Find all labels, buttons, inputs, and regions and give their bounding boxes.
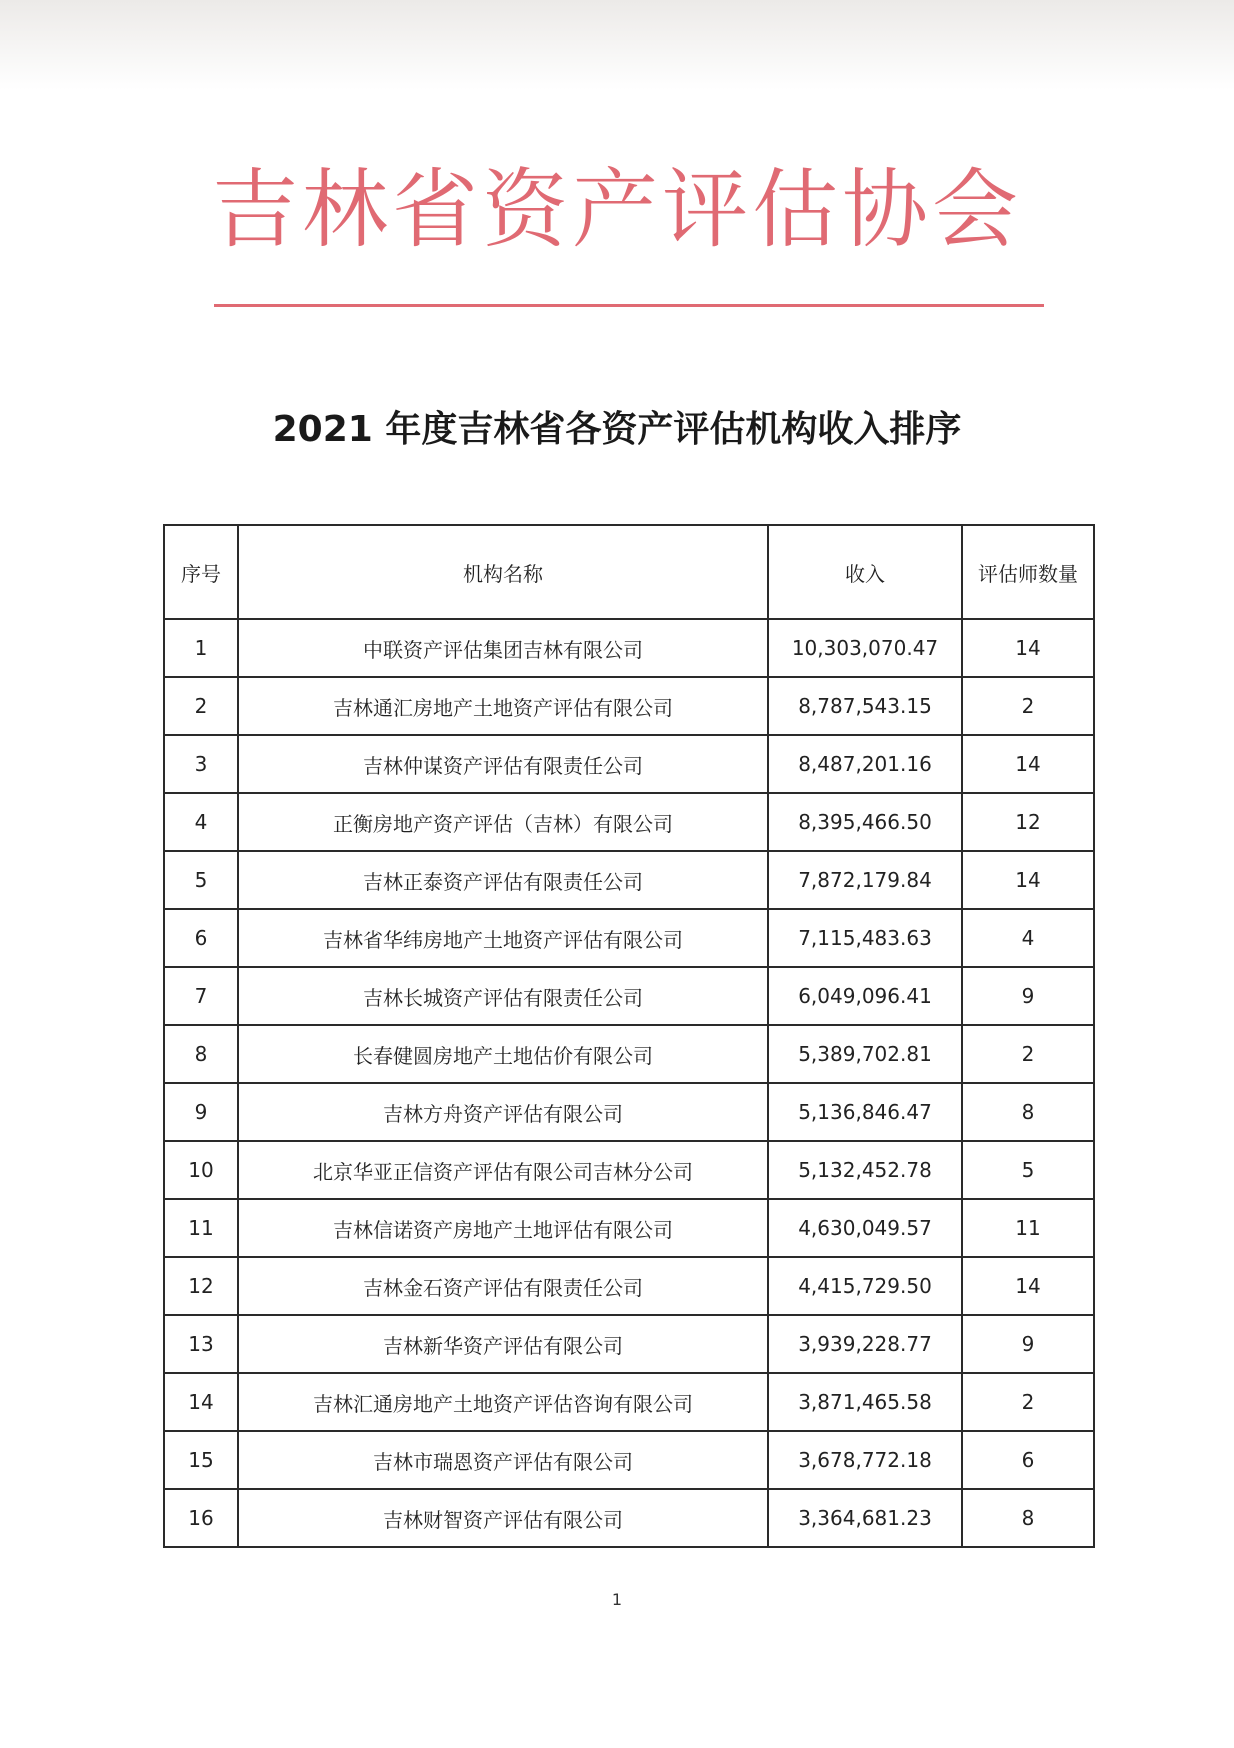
letterhead-title: 吉林省资产评估协会 (212, 160, 1022, 260)
cell-org-name: 吉林新华资产评估有限公司 (238, 1315, 768, 1373)
header-index: 序号 (164, 525, 238, 619)
cell-index: 10 (164, 1141, 238, 1199)
table-row (164, 677, 1094, 735)
table-row (164, 1373, 1094, 1431)
cell-org-name: 吉林省华纬房地产土地资产评估有限公司 (238, 909, 768, 967)
cell-org-name: 中联资产评估集团吉林有限公司 (238, 619, 768, 677)
letterhead-divider (214, 304, 1044, 307)
cell-income: 8,395,466.50 (768, 793, 962, 851)
cell-appraisers: 9 (962, 967, 1094, 1025)
cell-appraisers: 12 (962, 793, 1094, 851)
cell-income: 5,136,846.47 (768, 1083, 962, 1141)
cell-income: 7,115,483.63 (768, 909, 962, 967)
cell-org-name: 吉林长城资产评估有限责任公司 (238, 967, 768, 1025)
cell-index: 15 (164, 1431, 238, 1489)
table-row (164, 619, 1094, 677)
header-income: 收入 (768, 525, 962, 619)
cell-org-name: 长春健圆房地产土地估价有限公司 (238, 1025, 768, 1083)
cell-index: 8 (164, 1025, 238, 1083)
cell-income: 5,132,452.78 (768, 1141, 962, 1199)
cell-appraisers: 14 (962, 619, 1094, 677)
cell-org-name: 吉林金石资产评估有限责任公司 (238, 1257, 768, 1315)
cell-index: 3 (164, 735, 238, 793)
cell-org-name: 北京华亚正信资产评估有限公司吉林分公司 (238, 1141, 768, 1199)
table-row (164, 1141, 1094, 1199)
cell-appraisers: 9 (962, 1315, 1094, 1373)
cell-org-name: 吉林市瑞恩资产评估有限公司 (238, 1431, 768, 1489)
table-row (164, 735, 1094, 793)
cell-org-name: 吉林信诺资产房地产土地评估有限公司 (238, 1199, 768, 1257)
cell-income: 8,787,543.15 (768, 677, 962, 735)
cell-appraisers: 14 (962, 1257, 1094, 1315)
cell-appraisers: 14 (962, 735, 1094, 793)
table-row (164, 1199, 1094, 1257)
cell-index: 12 (164, 1257, 238, 1315)
table-row (164, 793, 1094, 851)
cell-appraisers: 2 (962, 1373, 1094, 1431)
cell-index: 9 (164, 1083, 238, 1141)
cell-index: 13 (164, 1315, 238, 1373)
cell-index: 1 (164, 619, 238, 677)
cell-appraisers: 6 (962, 1431, 1094, 1489)
cell-index: 7 (164, 967, 238, 1025)
table-row (164, 909, 1094, 967)
cell-appraisers: 11 (962, 1199, 1094, 1257)
cell-income: 4,630,049.57 (768, 1199, 962, 1257)
page-number: 1 (611, 1590, 623, 1609)
cell-income: 3,939,228.77 (768, 1315, 962, 1373)
cell-appraisers: 14 (962, 851, 1094, 909)
cell-org-name: 正衡房地产资产评估（吉林）有限公司 (238, 793, 768, 851)
table-row (164, 1315, 1094, 1373)
cell-income: 6,049,096.41 (768, 967, 962, 1025)
table-body (164, 619, 1094, 1547)
header-name: 机构名称 (238, 525, 768, 619)
header-appraisers: 评估师数量 (962, 525, 1094, 619)
table-row (164, 851, 1094, 909)
cell-org-name: 吉林仲谋资产评估有限责任公司 (238, 735, 768, 793)
cell-org-name: 吉林通汇房地产土地资产评估有限公司 (238, 677, 768, 735)
cell-index: 2 (164, 677, 238, 735)
cell-appraisers: 2 (962, 1025, 1094, 1083)
cell-index: 6 (164, 909, 238, 967)
cell-income: 8,487,201.16 (768, 735, 962, 793)
cell-income: 3,678,772.18 (768, 1431, 962, 1489)
cell-appraisers: 2 (962, 677, 1094, 735)
income-ranking-table (163, 524, 1095, 1548)
cell-org-name: 吉林方舟资产评估有限公司 (238, 1083, 768, 1141)
table-row (164, 1431, 1094, 1489)
cell-appraisers: 8 (962, 1083, 1094, 1141)
table-row (164, 967, 1094, 1025)
scan-shading (0, 0, 1234, 90)
table-row (164, 1083, 1094, 1141)
cell-income: 3,871,465.58 (768, 1373, 962, 1431)
table-row (164, 1025, 1094, 1083)
cell-appraisers: 4 (962, 909, 1094, 967)
cell-index: 4 (164, 793, 238, 851)
cell-income: 3,364,681.23 (768, 1489, 962, 1547)
cell-org-name: 吉林汇通房地产土地资产评估咨询有限公司 (238, 1373, 768, 1431)
cell-index: 16 (164, 1489, 238, 1547)
cell-income: 10,303,070.47 (768, 619, 962, 677)
cell-index: 11 (164, 1199, 238, 1257)
cell-index: 14 (164, 1373, 238, 1431)
cell-appraisers: 8 (962, 1489, 1094, 1547)
cell-org-name: 吉林正泰资产评估有限责任公司 (238, 851, 768, 909)
cell-income: 4,415,729.50 (768, 1257, 962, 1315)
cell-appraisers: 5 (962, 1141, 1094, 1199)
table-row (164, 1257, 1094, 1315)
table-header-row (164, 525, 1094, 619)
document-title: 2021 年度吉林省各资产评估机构收入排序 (272, 409, 962, 450)
table-row (164, 1489, 1094, 1547)
cell-income: 5,389,702.81 (768, 1025, 962, 1083)
cell-income: 7,872,179.84 (768, 851, 962, 909)
cell-org-name: 吉林财智资产评估有限公司 (238, 1489, 768, 1547)
cell-index: 5 (164, 851, 238, 909)
